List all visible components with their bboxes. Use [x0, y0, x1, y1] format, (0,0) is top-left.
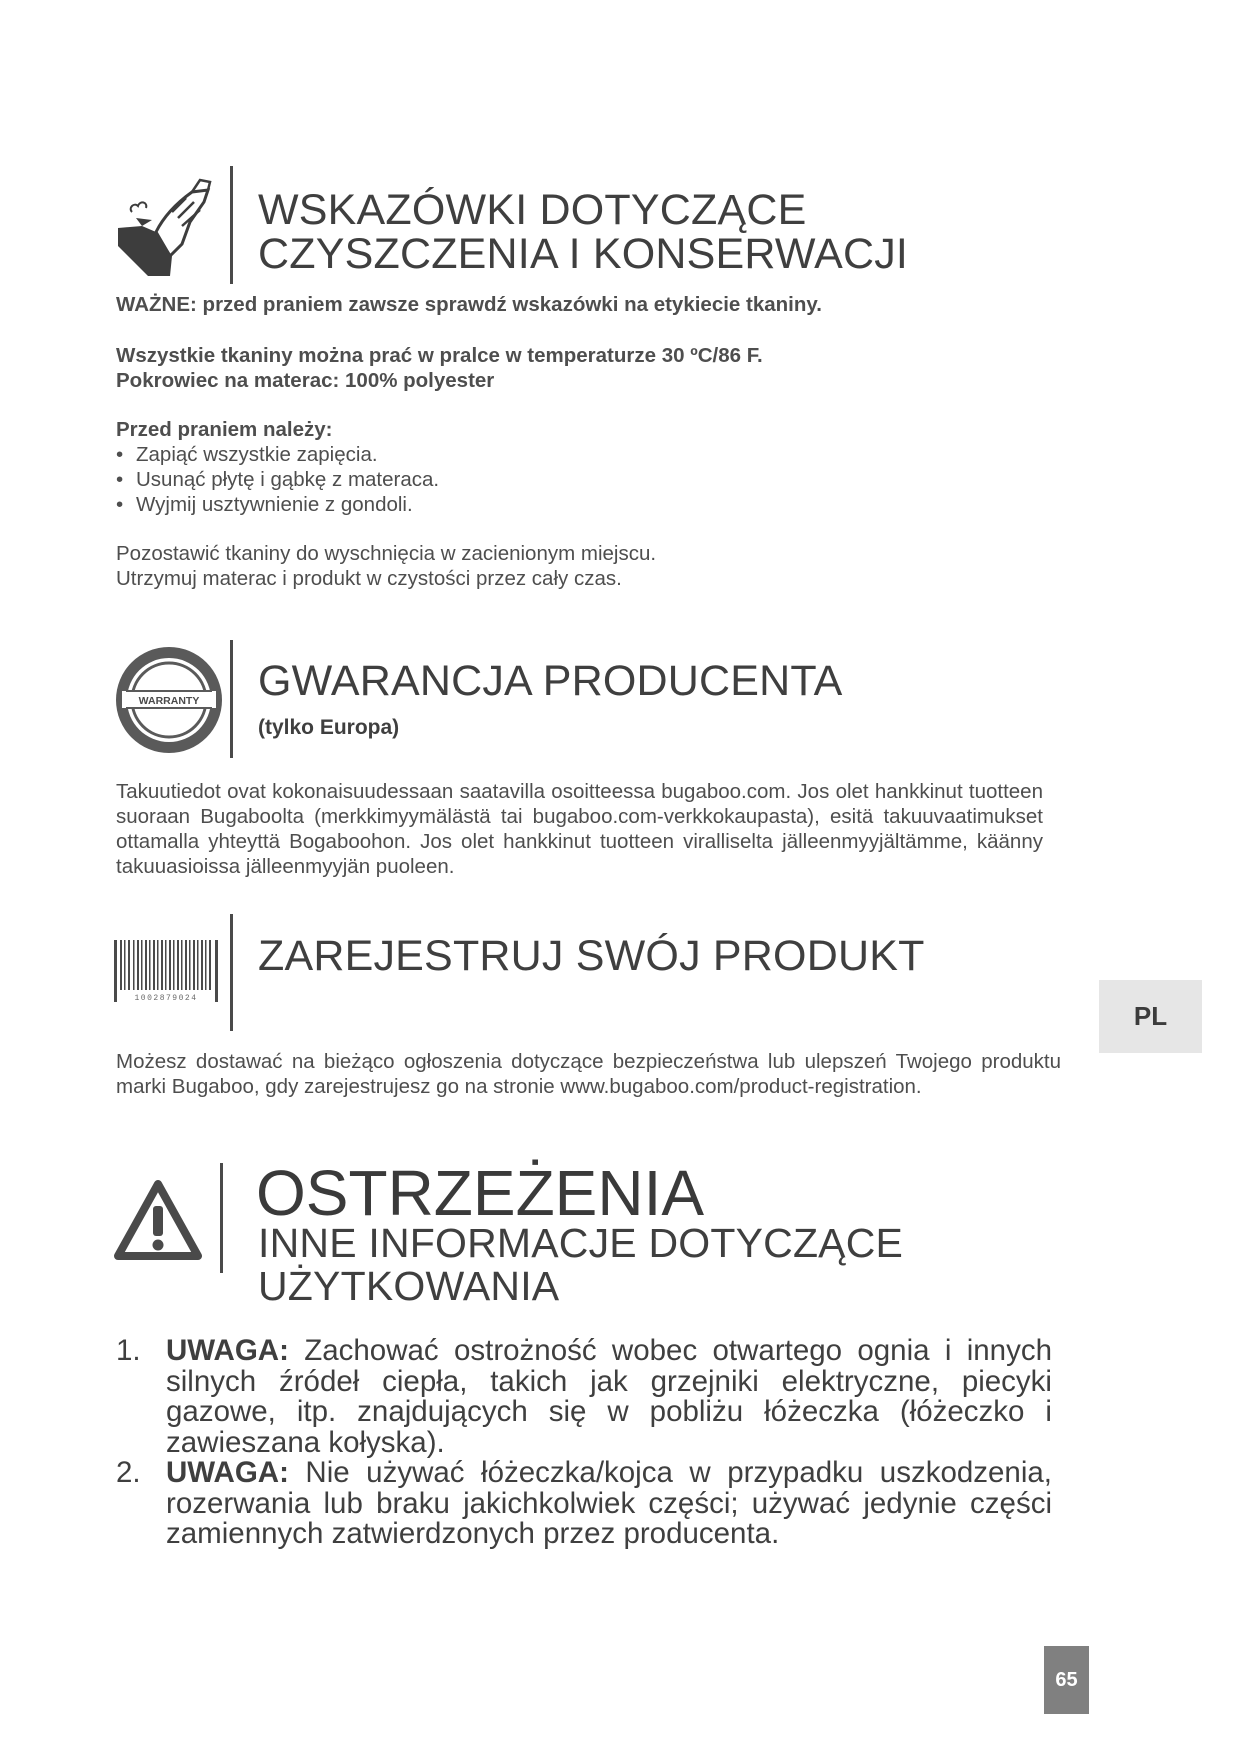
list-item: 2. UWAGA: Nie używać łóżeczka/kojca w przypadku uszkodzenia, rozerwania lub braku jakichkolwiek części; używać jedynie części zamiennych zatwierdzonych przez producenta.	[116, 1456, 1052, 1550]
care-before-washing	[116, 417, 1056, 517]
care-important-note: WAŻNE: przed praniem zawsze sprawdź wskazówki na etykiecie tkaniny.	[116, 293, 822, 316]
warning-triangle-icon	[112, 1178, 222, 1262]
language-tab: PL	[1099, 980, 1202, 1053]
warnings-list	[116, 1336, 1052, 1550]
warnings-title: OSTRZEŻENIA	[256, 1157, 705, 1229]
barcode-icon	[112, 938, 222, 1008]
care-title: WSKAZÓWKI DOTYCZĄCE CZYSZCZENIA I KONSERWACJI	[258, 186, 909, 278]
warnings-subtitle: INNE INFORMACJE DOTYCZĄCE UŻYTKOWANIA	[258, 1220, 904, 1309]
hand-wash-icon	[112, 172, 222, 282]
list-item: • Usunąć płytę i gąbkę z materaca.	[116, 467, 1056, 492]
register-title: ZAREJESTRUJ SWÓJ PRODUKT	[258, 932, 925, 980]
warranty-seal-icon	[112, 640, 222, 758]
before-washing-list	[116, 442, 1056, 517]
warranty-text: Takuutiedot ovat kokonaisuudessaan saatavilla osoitteessa bugaboo.com. Jos olet hankkinut tuotteen suoraan Bugaboolta (merkkimyymälästä tai bugaboo.com-verkkokaupasta), esitä takuuvaatimukset ottamalla yhteyttä Bogaboohon. Jos olet hankkinut tuotteen viralliselta jälleenmyyjältämme, käänny takuuasioissa jälleenmyyjän puoleen.	[116, 780, 1043, 878]
warranty-badge-text: WARRANTY	[138, 695, 200, 707]
barcode-digits: 1002879024	[134, 994, 198, 1003]
care-drying-info: Pozostawić tkaniny do wyschnięcia w zacienionym miejscu. Utrzymuj materac i produkt w czystości przez cały czas.	[116, 542, 657, 590]
before-washing-title: Przed praniem należy:	[116, 418, 333, 441]
section-divider	[220, 1163, 223, 1273]
list-item: 1. UWAGA: Zachować ostrożność wobec otwartego ognia i innych silnych źródeł ciepła, takich jak grzejniki elektryczne, piecyki gazowe, itp. znajdujących się w pobliżu łóżeczka (łóżeczko i zawieszana kołyska).	[116, 1334, 1052, 1459]
list-item: • Zapiąć wszystkie zapięcia.	[116, 442, 1056, 467]
list-item: • Wyjmij usztywnienie z gondoli.	[116, 492, 1056, 517]
warranty-subtitle: (tylko Europa)	[258, 716, 400, 739]
section-divider	[230, 640, 233, 758]
register-text: Możesz dostawać na bieżąco ogłoszenia dotyczące bezpieczeństwa lub ulepszeń Twojego produktu marki Bugaboo, gdy zarejestrujesz go na stronie www.bugaboo.com/product-registration.	[116, 1050, 1061, 1098]
page-number-badge: 65	[1044, 1646, 1089, 1714]
barcode-bars	[114, 940, 218, 1002]
section-divider	[230, 166, 233, 284]
care-wash-info: Wszystkie tkaniny można prać w pralce w temperaturze 30 ºC/86 F. Pokrowiec na materac: 100% polyester	[116, 344, 763, 392]
section-divider	[230, 914, 233, 1031]
warranty-title: GWARANCJA PRODUCENTA	[258, 657, 843, 705]
